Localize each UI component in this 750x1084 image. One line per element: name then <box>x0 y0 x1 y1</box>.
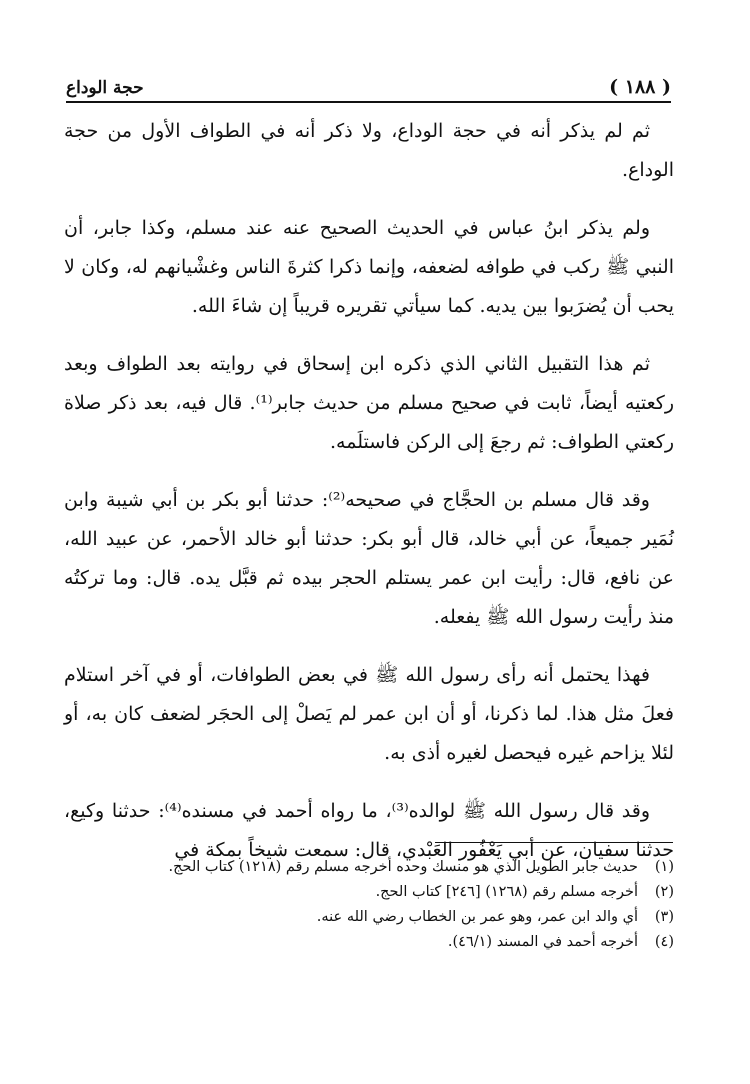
footnote-divider <box>435 842 673 843</box>
footnote-number: (١) <box>654 859 674 875</box>
footnote <box>64 880 674 905</box>
footnote <box>64 855 674 880</box>
header-divider <box>66 101 671 103</box>
paragraph: وقد قال رسول الله ﷺ لوالده⁽³⁾، ما رواه أحمد في مسنده⁽⁴⁾: حدثنا وكيع، حدثنا سفيان، عن أبي يَعْفُور العَبْدي، قال: سمعت شيخاً بمكة في <box>64 800 674 861</box>
footnote-text: أخرجه مسلم رقم (١٢٦٨) [٢٤٦] كتاب الحج. <box>375 884 638 900</box>
footnote <box>64 930 674 955</box>
footnote-number: (٤) <box>654 934 674 950</box>
main-text <box>64 112 674 870</box>
paragraph: وقد قال مسلم بن الحجَّاج في صحيحه⁽²⁾: حدثنا أبو بكر بن أبي شيبة وابن نُمَير جميعاً، عن أبي خالد، قال أبو بكر: حدثنا أبو خالد الأحمر، عن عبيد الله، عن نافع، قال: رأيت ابن عمر يستلم الحجر بيده ثم قبَّل يده. قال: وما تركتُه منذ رأيت رسول الله ﷺ يفعله. <box>64 489 674 628</box>
footnote-number: (٣) <box>654 909 674 925</box>
paragraph: فهذا يحتمل أنه رأى رسول الله ﷺ في بعض الطوافات، أو في آخر استلام فعلَ مثل هذا. لما ذكرنا، أو أن ابن عمر لم يَصلْ إلى الحجَر لضعف كان به، أو لئلا يزاحم غيره فيحصل لغيره أذى به. <box>64 664 674 764</box>
chapter-title: حجة الوداع <box>66 78 144 98</box>
paragraph: ثم هذا التقبيل الثاني الذي ذكره ابن إسحاق في روايته بعد الطواف وبعد ركعتيه أيضاً، ثابت في صحيح مسلم من حديث جابر⁽¹⁾. قال فيه، بعد ذكر صلاة ركعتي الطواف: ثم رجعَ إلى الركن فاستلَمه. <box>64 353 675 453</box>
footnote-text: أخرجه أحمد في المسند (٤٦/١). <box>447 934 638 950</box>
footnotes <box>64 855 674 955</box>
footnote-text: حديث جابر الطويل الذي هو منسك وحده أخرجه مسلم رقم (١٢١٨) كتاب الحج. <box>168 859 638 875</box>
paragraph: ولم يذكر ابنُ عباس في الحديث الصحيح عنه عند مسلم، وكذا جابر، أن النبي ﷺ ركب في طوافه لضعفه، وإنما ذكرا كثرةَ الناس وغشْيانهم له، وكان لا يحب أن يُضرَبوا بين يديه. كما سيأتي تقريره قريباً إن شاءَ الله. <box>64 217 674 317</box>
running-header <box>66 64 671 98</box>
footnote-number: (٢) <box>654 884 674 900</box>
footnote <box>64 905 674 930</box>
paragraph: ثم لم يذكر أنه في حجة الوداع، ولا ذكر أنه في الطواف الأول من حجة الوداع. <box>64 120 674 181</box>
footnote-text: أي والد ابن عمر، وهو عمر بن الخطاب رضي الله عنه. <box>316 909 638 925</box>
page-number: ( ١٨٨ ) <box>609 76 671 98</box>
